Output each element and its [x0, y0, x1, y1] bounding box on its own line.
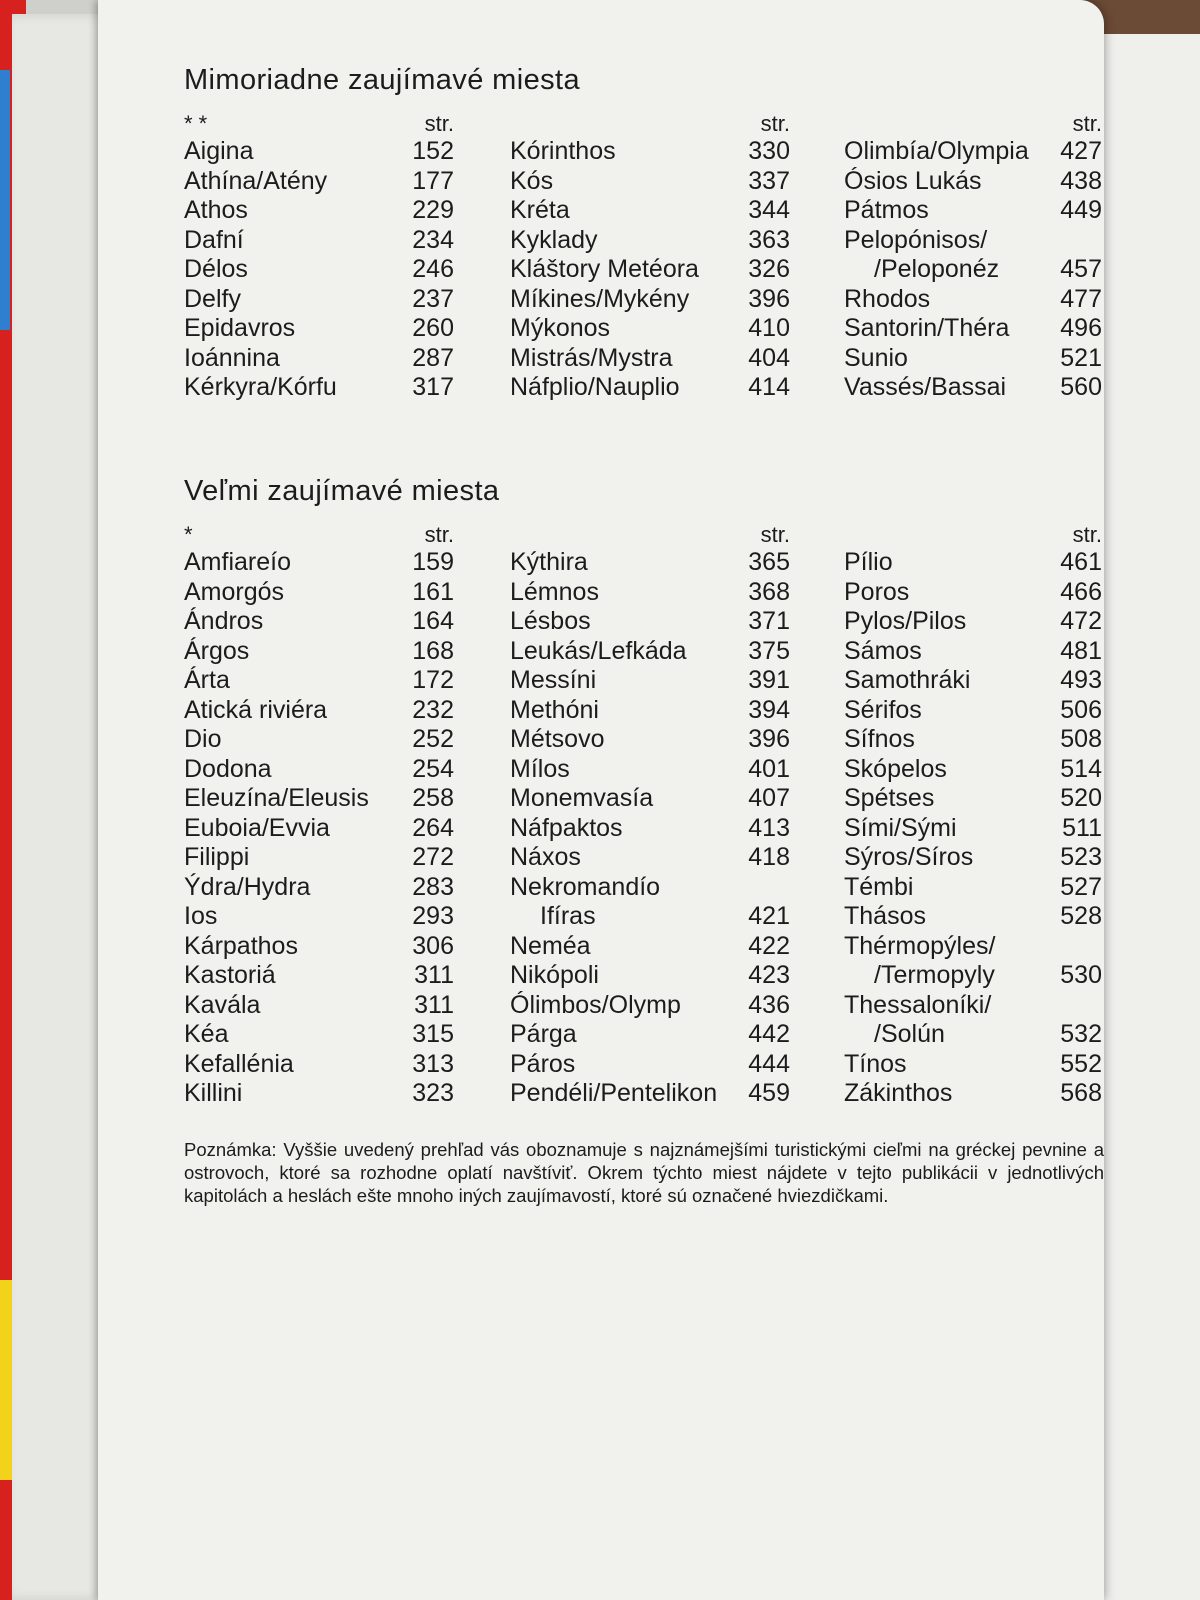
index-entry	[844, 902, 1102, 932]
page-number: 530	[1060, 961, 1102, 989]
page-number: 252	[412, 725, 454, 753]
page-number: 527	[1060, 872, 1102, 901]
index-entry	[844, 1020, 1102, 1050]
page-number: 413	[748, 813, 790, 842]
page-number: 234	[412, 225, 454, 254]
place-name: Thérmopýles/	[844, 931, 996, 960]
page-number: 172	[412, 666, 454, 694]
index-entry	[510, 548, 790, 578]
page-number: 371	[748, 607, 790, 635]
index-entry	[184, 1050, 454, 1080]
index-entry	[844, 578, 1102, 608]
place-name: /Termopyly	[874, 961, 995, 989]
place-name: Kérkyra/Kórfu	[184, 373, 337, 401]
page-number: 477	[1060, 284, 1102, 313]
index-entry	[510, 1079, 790, 1109]
index-entry	[844, 196, 1102, 226]
place-name: Atická riviéra	[184, 695, 328, 724]
place-name: Mýkonos	[510, 314, 611, 342]
page-number: 258	[412, 784, 454, 812]
place-name: Ándros	[184, 607, 264, 635]
index-entry	[844, 666, 1102, 696]
place-name: Tínos	[844, 1049, 907, 1078]
index-entry	[510, 167, 790, 197]
place-name: Spétses	[844, 784, 935, 812]
page-number: 521	[1060, 343, 1102, 372]
page-number: 506	[1060, 695, 1102, 724]
index-entry	[844, 725, 1102, 755]
page-number: 407	[748, 784, 790, 812]
page-number: 363	[748, 225, 790, 254]
place-name: Ósios Lukás	[844, 166, 982, 195]
page-number: 264	[412, 813, 454, 842]
index-entry	[844, 167, 1102, 197]
place-name: Pendéli/Pentelikon	[510, 1079, 718, 1107]
place-name: Lémnos	[510, 577, 599, 606]
page-number: 414	[748, 373, 790, 401]
place-name: Ýdra/Hydra	[184, 872, 311, 901]
place-name: Thessaloníki/	[844, 990, 992, 1019]
place-name: Euboia/Evvia	[184, 813, 330, 842]
page-number: 168	[412, 636, 454, 665]
page-column-label: str.	[424, 111, 454, 136]
index-entry	[844, 226, 1102, 256]
place-name: Mistrás/Mystra	[510, 343, 673, 372]
column-header	[844, 522, 1102, 548]
column-header	[510, 111, 790, 137]
place-name: Dafní	[184, 225, 244, 254]
index-entry	[184, 755, 454, 785]
index-entry	[184, 137, 454, 167]
place-name: Messíni	[510, 666, 597, 694]
page-number: 457	[1060, 255, 1102, 283]
place-name: Náfpaktos	[510, 813, 623, 842]
index-entry	[510, 784, 790, 814]
page-number: 396	[748, 284, 790, 313]
index-column	[184, 522, 454, 1109]
index-entry	[844, 991, 1102, 1021]
index-entry	[844, 548, 1102, 578]
index-entry	[510, 725, 790, 755]
next-page-edge	[1088, 34, 1200, 1600]
place-name: Amfiareío	[184, 548, 291, 576]
place-name: Ioánnina	[184, 343, 280, 372]
index-entry	[184, 991, 454, 1021]
place-name: Skópelos	[844, 754, 947, 783]
place-name: Sámos	[844, 636, 922, 665]
column-header	[184, 111, 454, 137]
page-number: 272	[412, 843, 454, 871]
index-section-1	[184, 111, 1102, 411]
page-number: 337	[748, 166, 790, 195]
place-name: Páros	[510, 1049, 576, 1078]
place-name: Témbi	[844, 872, 914, 901]
index-entry	[184, 285, 454, 315]
index-entry	[844, 961, 1102, 991]
page-number: 461	[1060, 548, 1102, 576]
place-name: Sýros/Síros	[844, 843, 974, 871]
index-entry	[844, 373, 1102, 403]
place-name: Náxos	[510, 843, 581, 871]
place-name: Vassés/Bassai	[844, 373, 1007, 401]
footnote: Poznámka: Vyššie uvedený prehľad vás oboznamuje s najznámejšími turistickými cieľmi na gréckej pevnine a ostrovoch, ktoré sa rozhodne oplatí navštíviť. Okrem týchto miest nájdete v tejto publikácii v jednotlivých kapitolách a heslách ešte mnoho iných zaujímavostí, ktoré sú označené hviezdičkami.	[184, 1139, 1104, 1206]
page-number: 421	[748, 902, 790, 930]
page-number: 313	[412, 1049, 454, 1078]
page-number: 523	[1060, 843, 1102, 871]
page-number: 410	[748, 314, 790, 342]
index-entry	[510, 314, 790, 344]
page-number: 152	[412, 137, 454, 165]
page-number: 315	[412, 1020, 454, 1048]
place-name: Kyklady	[510, 225, 598, 254]
index-entry	[844, 137, 1102, 167]
index-entry	[844, 314, 1102, 344]
page-number: 326	[748, 255, 790, 283]
index-entry	[844, 607, 1102, 637]
index-entry	[510, 696, 790, 726]
page-number: 287	[412, 343, 454, 372]
place-name: Athos	[184, 196, 248, 224]
page-number: 459	[748, 1079, 790, 1107]
index-entry	[184, 196, 454, 226]
page-number: 436	[748, 990, 790, 1019]
index-entry	[510, 137, 790, 167]
place-name: Kórinthos	[510, 137, 616, 165]
page-number: 449	[1060, 196, 1102, 224]
index-entry	[510, 873, 790, 903]
place-name: Ólimbos/Olymp	[510, 990, 681, 1019]
place-name: Nikópoli	[510, 961, 599, 989]
index-entry	[510, 814, 790, 844]
index-column	[510, 522, 790, 1109]
index-entry	[184, 961, 454, 991]
place-name: Náfplio/Nauplio	[510, 373, 680, 401]
page-number: 560	[1060, 373, 1102, 401]
page-number: 401	[748, 754, 790, 783]
index-entry	[510, 285, 790, 315]
place-name: Samothráki	[844, 666, 971, 694]
index-entry	[184, 696, 454, 726]
index-entry	[510, 902, 790, 932]
place-name: Métsovo	[510, 725, 605, 753]
column-header	[510, 522, 790, 548]
index-column	[510, 111, 790, 403]
book-page	[98, 0, 1104, 1600]
page-number: 532	[1060, 1020, 1102, 1048]
page-number: 365	[748, 548, 790, 576]
index-entry	[844, 1050, 1102, 1080]
index-entry	[184, 226, 454, 256]
page-number: 293	[412, 902, 454, 930]
place-name: Árta	[184, 666, 230, 694]
index-entry	[510, 578, 790, 608]
page-number: 323	[412, 1079, 454, 1107]
index-entry	[510, 666, 790, 696]
index-entry	[184, 637, 454, 667]
page-number: 396	[748, 725, 790, 753]
index-entry	[184, 725, 454, 755]
page-column-label: str.	[1072, 522, 1102, 547]
page-number: 317	[412, 373, 454, 401]
star-rating-label: *	[184, 522, 193, 547]
place-name: Epidavros	[184, 314, 296, 342]
place-name: Nekromandío	[510, 872, 661, 901]
index-entry	[184, 344, 454, 374]
page-number: 246	[412, 255, 454, 283]
page-number: 442	[748, 1020, 790, 1048]
place-name: Kárpathos	[184, 931, 298, 960]
previous-page-edge	[12, 14, 112, 1600]
index-entry	[184, 843, 454, 873]
page-number: 260	[412, 314, 454, 342]
page-column-label: str.	[424, 522, 454, 547]
page-number: 423	[748, 961, 790, 989]
index-entry	[184, 607, 454, 637]
index-entry	[184, 373, 454, 403]
column-header	[184, 522, 454, 548]
page-number: 422	[748, 931, 790, 960]
place-name: Mílos	[510, 754, 570, 783]
place-name: Sunio	[844, 343, 908, 372]
page-number: 368	[748, 577, 790, 606]
section-title: Veľmi zaujímavé miesta	[184, 475, 500, 507]
index-entry	[844, 1079, 1102, 1109]
index-section-2	[184, 522, 1102, 1107]
place-name: Poros	[844, 577, 910, 606]
index-entry	[844, 843, 1102, 873]
place-name: Athína/Atény	[184, 166, 328, 195]
index-entry	[184, 1020, 454, 1050]
page-number: 229	[412, 196, 454, 224]
place-name: Eleuzína/Eleusis	[184, 784, 369, 812]
page-number: 444	[748, 1049, 790, 1078]
place-name: Sífnos	[844, 725, 915, 753]
place-name: Árgos	[184, 636, 250, 665]
page-content	[184, 64, 1102, 1226]
page-number: 232	[412, 695, 454, 724]
index-entry	[184, 255, 454, 285]
page-number: 520	[1060, 784, 1102, 812]
index-entry	[510, 755, 790, 785]
place-name: Pílio	[844, 548, 893, 576]
index-entry	[510, 344, 790, 374]
place-name: Rhodos	[844, 284, 931, 313]
index-entry	[184, 814, 454, 844]
place-name: Délos	[184, 255, 248, 283]
star-rating-label: * *	[184, 111, 208, 136]
index-entry	[184, 873, 454, 903]
place-name: Kýthira	[510, 548, 588, 576]
index-entry	[184, 666, 454, 696]
index-entry	[184, 167, 454, 197]
place-name: Santorin/Théra	[844, 314, 1010, 342]
place-name: Lésbos	[510, 607, 591, 635]
index-column	[844, 111, 1102, 403]
page-number: 177	[412, 166, 454, 195]
place-name: Pátmos	[844, 196, 929, 224]
page-number: 344	[748, 196, 790, 224]
page-number: 493	[1060, 666, 1102, 694]
index-entry	[184, 1079, 454, 1109]
index-column	[184, 111, 454, 403]
index-entry	[510, 373, 790, 403]
page-number: 164	[412, 607, 454, 635]
page-column-label: str.	[760, 522, 790, 547]
index-entry	[184, 314, 454, 344]
page-number: 552	[1060, 1049, 1102, 1078]
index-entry	[510, 932, 790, 962]
place-name: Kastoriá	[184, 961, 276, 989]
index-entry	[844, 784, 1102, 814]
page-number: 391	[748, 666, 790, 694]
place-name: Kós	[510, 166, 554, 195]
index-entry	[844, 873, 1102, 903]
place-name: Thásos	[844, 902, 926, 930]
place-name: Methóni	[510, 695, 599, 724]
place-name: Kláštory Metéora	[510, 255, 699, 283]
page-number: 330	[748, 137, 790, 165]
index-entry	[844, 637, 1102, 667]
index-entry	[184, 548, 454, 578]
page-number: 404	[748, 343, 790, 372]
index-entry	[510, 196, 790, 226]
page-number: 394	[748, 695, 790, 724]
place-name: Ifíras	[540, 902, 596, 930]
page-number: 254	[412, 754, 454, 783]
place-name: Ios	[184, 902, 218, 930]
place-name: Olimbía/Olympia	[844, 137, 1029, 165]
page-number: 427	[1060, 137, 1102, 165]
page-number: 528	[1060, 902, 1102, 930]
page-number: 438	[1060, 166, 1102, 195]
index-entry	[844, 696, 1102, 726]
index-entry	[510, 637, 790, 667]
page-number: 161	[412, 577, 454, 606]
index-entry	[510, 843, 790, 873]
place-name: Míkines/Mykény	[510, 284, 690, 313]
page-number: 568	[1060, 1079, 1102, 1107]
page-number: 311	[414, 990, 454, 1019]
page-number: 514	[1060, 754, 1102, 783]
place-name: Monemvasía	[510, 784, 654, 812]
index-entry	[184, 784, 454, 814]
index-column	[844, 522, 1102, 1109]
place-name: Párga	[510, 1020, 577, 1048]
index-entry	[510, 255, 790, 285]
place-name: Sérifos	[844, 695, 922, 724]
index-entry	[844, 285, 1102, 315]
place-name: Sími/Sými	[844, 813, 957, 842]
place-name: /Peloponéz	[874, 255, 1000, 283]
place-name: Neméa	[510, 931, 591, 960]
place-name: /Solún	[874, 1020, 945, 1048]
page-number: 311	[414, 961, 454, 989]
place-name: Pelopónisos/	[844, 225, 988, 254]
index-entry	[844, 755, 1102, 785]
place-name: Pylos/Pilos	[844, 607, 967, 635]
index-entry	[510, 961, 790, 991]
index-entry	[844, 344, 1102, 374]
place-name: Dio	[184, 725, 222, 753]
page-number: 237	[412, 284, 454, 313]
column-header	[844, 111, 1102, 137]
place-name: Kréta	[510, 196, 570, 224]
place-name: Kefallénia	[184, 1049, 294, 1078]
place-name: Aigina	[184, 137, 254, 165]
page-number: 159	[412, 548, 454, 576]
index-entry	[510, 1050, 790, 1080]
page-number: 283	[412, 872, 454, 901]
index-entry	[184, 578, 454, 608]
index-entry	[510, 226, 790, 256]
page-number: 466	[1060, 577, 1102, 606]
index-entry	[510, 1020, 790, 1050]
index-entry	[510, 991, 790, 1021]
index-entry	[844, 255, 1102, 285]
place-name: Kéa	[184, 1020, 229, 1048]
page-column-label: str.	[1072, 111, 1102, 136]
place-name: Delfy	[184, 284, 241, 313]
page-number: 306	[412, 931, 454, 960]
page-number: 472	[1060, 607, 1102, 635]
index-entry	[510, 607, 790, 637]
page-number: 418	[748, 843, 790, 871]
page-number: 496	[1060, 314, 1102, 342]
index-entry	[184, 932, 454, 962]
index-entry	[844, 814, 1102, 844]
place-name: Dodona	[184, 754, 272, 783]
section-title: Mimoriadne zaujímavé miesta	[184, 64, 580, 96]
place-name: Filippi	[184, 843, 250, 871]
place-name: Killini	[184, 1079, 243, 1107]
page-number: 375	[748, 636, 790, 665]
place-name: Kavála	[184, 990, 261, 1019]
page-number: 481	[1060, 636, 1102, 665]
page-number: 508	[1060, 725, 1102, 753]
place-name: Zákinthos	[844, 1079, 953, 1107]
page-column-label: str.	[760, 111, 790, 136]
place-name: Leukás/Lefkáda	[510, 636, 687, 665]
page-number: 511	[1062, 813, 1102, 842]
index-entry	[844, 932, 1102, 962]
index-entry	[184, 902, 454, 932]
place-name: Amorgós	[184, 577, 285, 606]
